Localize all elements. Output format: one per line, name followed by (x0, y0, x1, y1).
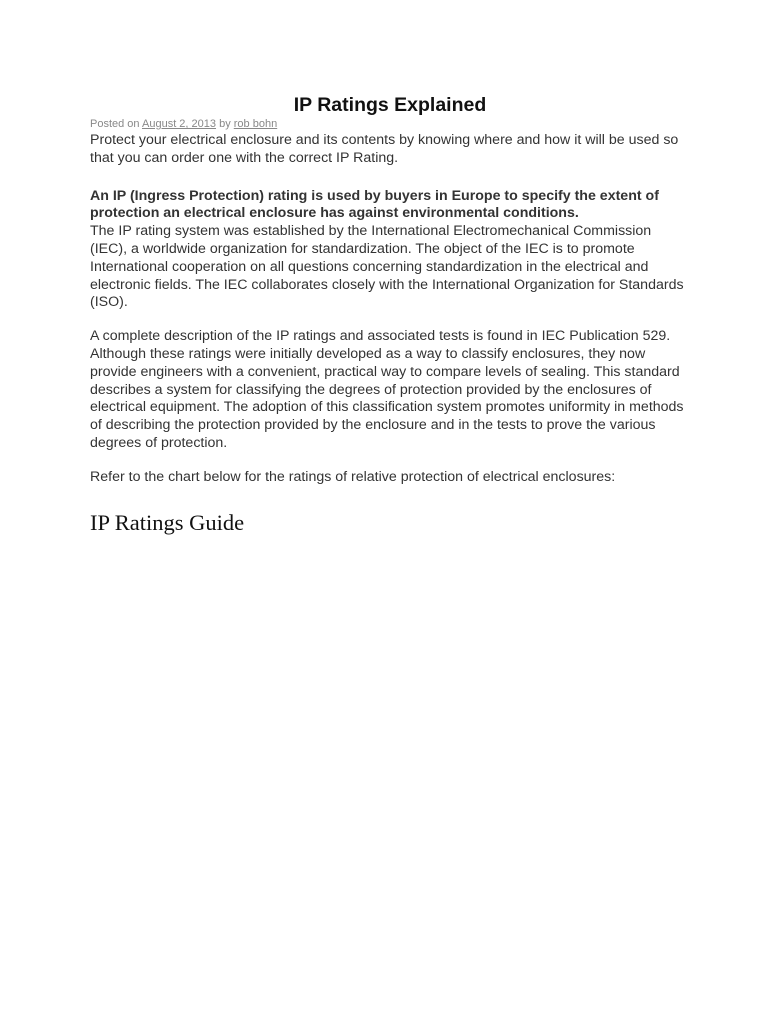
author-link[interactable]: rob bohn (233, 118, 278, 130)
by-label: by (219, 118, 231, 130)
post-meta (90, 117, 690, 131)
page-title: IP Ratings Explained (293, 94, 487, 116)
post-date-link[interactable]: August 2, 2013 (142, 118, 217, 130)
posted-on-label: Posted on (90, 118, 140, 130)
body-paragraph-3: Refer to the chart below for the ratings of relative protection of electrical enclosures: (90, 468, 616, 485)
body-paragraph-1: The IP rating system was established by the International Electromechanical Commission (IEC), a worldwide organization for standardization. The object of the IEC is to promote International cooperation on all questions concerning standardization in the electrical and electronic fields. The IEC collaborates closely with the International Organization for Standards (ISO). (90, 223, 684, 311)
article (90, 93, 690, 537)
intro-paragraph: Protect your electrical enclosure and its contents by knowing where and how it will be used so that you can order one with the correct IP Rating. (90, 132, 679, 166)
lead-paragraph: An IP (Ingress Protection) rating is used by buyers in Europe to specify the extent of protection an electrical enclosure has against environmental conditions. (90, 187, 659, 222)
section-heading: IP Ratings Guide (90, 509, 245, 535)
body-paragraph-2: A complete description of the IP ratings and associated tests is found in IEC Publication 529. Although these ratings were initially developed as a way to classify enclosures, they now provide engineers with a convenient, practical way to compare levels of sealing. This standard describes a system for classifying the degrees of protection provided by the enclosures of electrical equipment. The adoption of this classification system promotes uniformity in methods of describing the protection provided by the enclosure and in the tests to prove the various degrees of protection. (90, 328, 684, 451)
